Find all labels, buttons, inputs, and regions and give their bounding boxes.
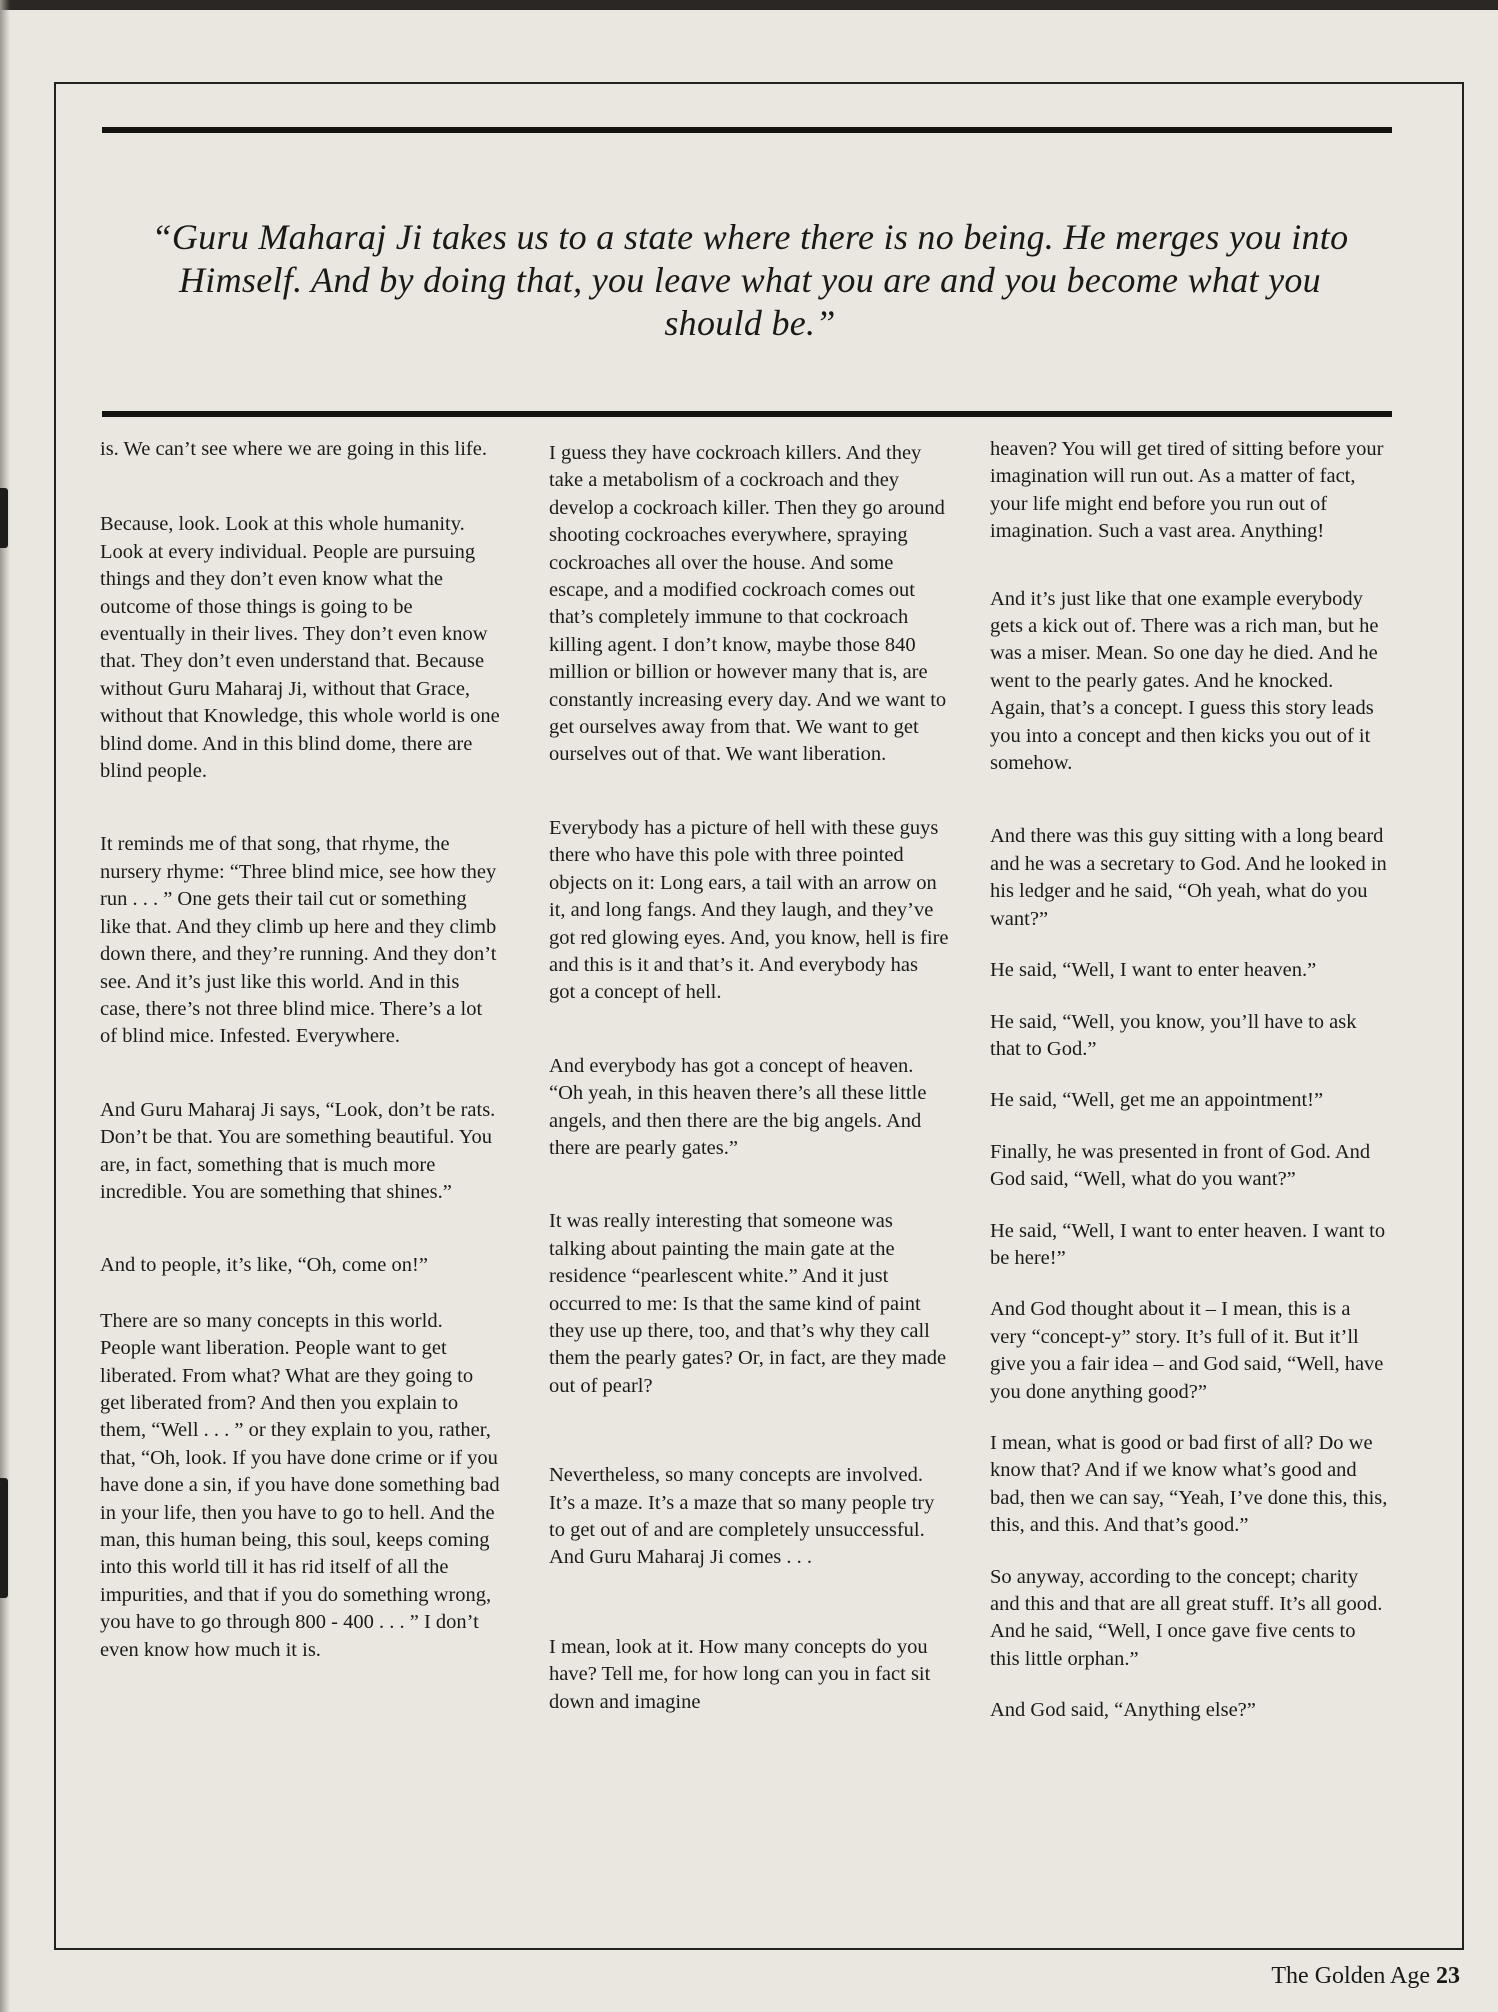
paragraph: And to people, it’s like, “Oh, come on!” bbox=[100, 1254, 428, 1277]
paragraph: He said, “Well, I want to enter heaven.” bbox=[990, 959, 1317, 982]
pull-quote: “Guru Maharaj Ji takes us to a state where there is no being. He merges you into Himself. And by doing that, you leave what you are and you become what you should be.” bbox=[151, 217, 1349, 343]
paragraph: Nevertheless, so many concepts are involved. It’s a maze. It’s a maze that so many people try to get out of and are completely unsuccessful. And Guru Maharaj Ji comes . . . bbox=[549, 1464, 935, 1569]
paragraph: Finally, he was presented in front of God. And God said, “Well, what do you want?” bbox=[990, 1140, 1371, 1191]
paragraph: He said, “Well, you know, you’ll have to ask that to God.” bbox=[990, 1010, 1357, 1060]
paragraph: heaven? You will get tired of sitting before your imagination will run out. As a matter of fact, your life might end before you run out of imagination. Such a vast area. Anything! bbox=[990, 438, 1384, 543]
paragraph: There are so many concepts in this world. People want liberation. People want to get liberated. From what? What are they going to get liberated from? And then you explain to them, “Well . . . ” or they explain to you, rather, that, “Oh, look. If you have done crime or if you have done a sin, if you have done something bad in your life, then you have to go to hell. And the man, this human being, this soul, keeps coming into this world till it has rid itself of all the impurities, and that if you do something wrong, you have to go through 800 - 400 . . . ” I don’t even know how much it is. bbox=[100, 1309, 500, 1661]
page-number: 23 bbox=[1436, 1963, 1460, 1989]
paragraph: I mean, what is good or bad first of all? Do we know that? And if we know what’s good and bad, then we can say, “Yeah, I’ve done this, this, this, and this. And that’s good.” bbox=[990, 1431, 1388, 1537]
paragraph: Because, look. Look at this whole humanity. Look at every individual. People are pursuing things and they don’t even know what the outcome of those things is going to be eventually in their lives. They don’t even know that. They don’t even understand that. Because without Guru Maharaj Ji, without that Grace, without that Knowledge, this whole world is one blind dome. And in this blind dome, there are blind people. bbox=[100, 513, 500, 783]
paragraph: Everybody has a picture of hell with these guys there who have this pole with three pointed objects on it: Long ears, a tail with an arrow on it, and long fangs. And they laugh, and they’ve got red glowing eyes. And, you know, hell is fire and this is it and that’s it. And everybody has got a concept of hell. bbox=[549, 816, 949, 1004]
paragraph: He said, “Well, get me an appointment!” bbox=[990, 1089, 1324, 1112]
paragraph: And God said, “Anything else?” bbox=[990, 1699, 1256, 1722]
page-footer bbox=[1271, 1963, 1460, 1990]
paragraph: And there was this guy sitting with a long beard and he was a secretary to God. And he looked in his ledger and he said, “Oh yeah, what do you want?” bbox=[990, 825, 1387, 930]
paragraph: And it’s just like that one example everybody gets a kick out of. There was a rich man, but he was a miser. Mean. So one day he died. And he went to the pearly gates. And he knocked. Again, that’s a concept. I guess this story leads you into a concept and then kicks you out of it somehow. bbox=[990, 587, 1379, 775]
top-rule bbox=[102, 127, 1392, 133]
paragraph: And Guru Maharaj Ji says, “Look, don’t be rats. Don’t be that. You are something beautiful. You are, in fact, something that is much more incredible. You are something that shines.” bbox=[100, 1098, 496, 1203]
text-column-3 bbox=[990, 436, 1390, 1725]
publication-name: The Golden Age bbox=[1271, 1963, 1430, 1989]
binding-mark bbox=[0, 488, 8, 548]
text-column-1 bbox=[100, 436, 500, 1664]
binding-mark bbox=[0, 1478, 8, 1598]
paragraph: And God thought about it – I mean, this is a very “concept-y” story. It’s full of it. But it’ll give you a fair idea – and God said, “Well, have you done anything good?” bbox=[990, 1298, 1384, 1403]
paragraph: is. We can’t see where we are going in this life. bbox=[100, 438, 487, 460]
spine-shadow bbox=[0, 0, 10, 2012]
text-column-2 bbox=[549, 436, 949, 1716]
bottom-rule bbox=[102, 411, 1392, 417]
paragraph: And everybody has got a concept of heaven. “Oh yeah, in this heaven there’s all these little angels, and then there are the big angels. And there are pearly gates.” bbox=[549, 1054, 927, 1159]
paragraph: It reminds me of that song, that rhyme, the nursery rhyme: “Three blind mice, see how they run . . . ” One gets their tail cut or something like that. And they climb up here and they climb down there, and they’re running. And they don’t see. And it’s just like this world. And in this case, there’s not three blind mice. There’s a lot of blind mice. Infested. Everywhere. bbox=[100, 833, 497, 1048]
paragraph: I mean, look at it. How many concepts do you have? Tell me, for how long can you in fact sit down and imagine bbox=[549, 1635, 931, 1713]
paragraph: It was really interesting that someone was talking about painting the main gate at the residence “pearlescent white.” And it just occurred to me: Is that the same kind of paint they use up there, too, and that’s why they call them the pearly gates? Or, in fact, are they made out of pearl? bbox=[549, 1210, 947, 1397]
page-top-edge bbox=[0, 0, 1498, 10]
paragraph: So anyway, according to the concept; charity and this and that are all great stuff. It’s all good. And he said, “Well, I once gave five cents to this little orphan.” bbox=[990, 1565, 1383, 1670]
paragraph: I guess they have cockroach killers. And they take a metabolism of a cockroach and they develop a cockroach killer. Then they go around shooting cockroaches everywhere, spraying cockroaches all over the house. And some escape, and a modified cockroach comes out that’s completely immune to that cockroach killing agent. I don’t know, maybe those 840 million or billion or however many that is, are constantly increasing every day. And we want to get ourselves away from that. We want to get ourselves out of that. We want liberation. bbox=[549, 442, 947, 766]
paragraph: He said, “Well, I want to enter heaven. I want to be here!” bbox=[990, 1219, 1386, 1269]
